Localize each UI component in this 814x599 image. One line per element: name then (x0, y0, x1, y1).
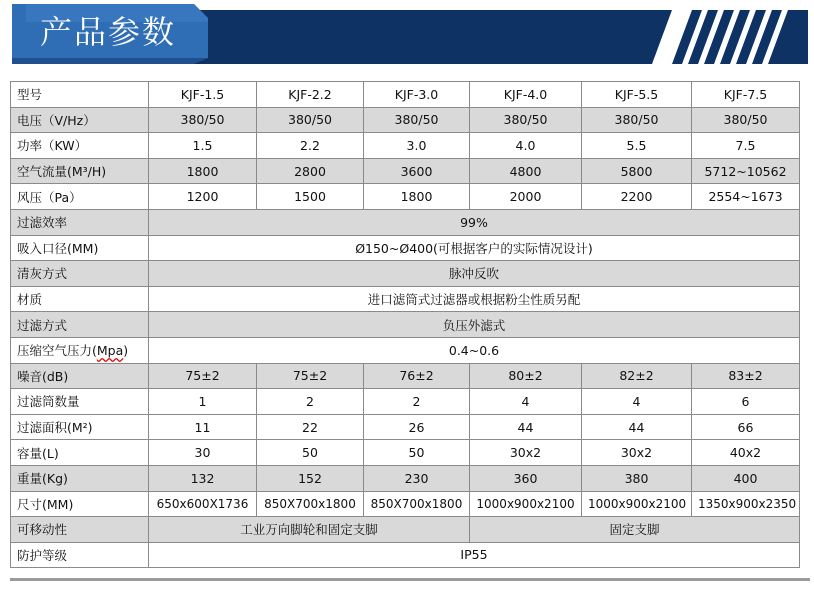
table-row (11, 465, 800, 491)
table-cell: 22 (257, 414, 364, 440)
table-row (11, 209, 800, 235)
table-cell: 80±2 (470, 363, 582, 389)
table-cell: 76±2 (364, 363, 470, 389)
table-row (11, 414, 800, 440)
table-cell: 1 (149, 389, 257, 415)
model-cell: KJF-5.5 (582, 82, 692, 108)
table-cell: 380 (582, 465, 692, 491)
table-cell: 380/50 (257, 107, 364, 133)
table-cell: 5800 (582, 158, 692, 184)
table-cell: 11 (149, 414, 257, 440)
row-label: 电压（V/Hz） (11, 107, 149, 133)
table-cell: 75±2 (257, 363, 364, 389)
page-title: 产品参数 (40, 13, 177, 51)
table-cell: 1800 (149, 158, 257, 184)
table-cell: 固定支脚 (470, 517, 800, 543)
table-cell: 2000 (470, 184, 582, 210)
table-cell: 1200 (149, 184, 257, 210)
table-cell: 40x2 (692, 440, 800, 466)
spec-table (10, 81, 800, 568)
table-cell: 66 (692, 414, 800, 440)
table-cell: 30x2 (582, 440, 692, 466)
row-label: 材质 (11, 286, 149, 312)
table-cell: 50 (257, 440, 364, 466)
table-cell: 850X700x1800 (364, 491, 470, 517)
header-banner (12, 4, 808, 70)
table-row (11, 491, 800, 517)
row-label (11, 337, 149, 363)
row-label: 过滤面积(M²) (11, 414, 149, 440)
table-cell: 1000x900x2100 (582, 491, 692, 517)
table-cell: 负压外滤式 (149, 312, 800, 338)
table-cell: 132 (149, 465, 257, 491)
table-cell: 1500 (257, 184, 364, 210)
table-cell: 6 (692, 389, 800, 415)
table-row (11, 184, 800, 210)
table-cell: 2 (257, 389, 364, 415)
table-cell: 400 (692, 465, 800, 491)
table-row (11, 158, 800, 184)
model-cell: KJF-3.0 (364, 82, 470, 108)
table-cell: 44 (582, 414, 692, 440)
model-cell: KJF-7.5 (692, 82, 800, 108)
stripe-decoration (652, 10, 808, 64)
table-cell: 脉冲反吹 (149, 261, 800, 287)
table-cell: 99% (149, 209, 800, 235)
table-cell: 2554~1673 (692, 184, 800, 210)
row-label: 可移动性 (11, 517, 149, 543)
table-row (11, 542, 800, 568)
row-label: 吸入口径(MM) (11, 235, 149, 261)
table-cell: 2.2 (257, 133, 364, 159)
row-label: 过滤方式 (11, 312, 149, 338)
table-cell: 0.4~0.6 (149, 337, 800, 363)
table-cell: 工业万向脚轮和固定支脚 (149, 517, 470, 543)
table-cell: 2 (364, 389, 470, 415)
table-cell: 82±2 (582, 363, 692, 389)
table-row (11, 235, 800, 261)
row-label: 风压（Pa） (11, 184, 149, 210)
table-cell: 30 (149, 440, 257, 466)
table-row (11, 133, 800, 159)
table-row (11, 337, 800, 363)
row-label: 空气流量(M³/H) (11, 158, 149, 184)
table-cell: IP55 (149, 542, 800, 568)
table-row (11, 286, 800, 312)
table-cell: 380/50 (470, 107, 582, 133)
table-cell: Ø150~Ø400(可根据客户的实际情况设计) (149, 235, 800, 261)
table-cell: 75±2 (149, 363, 257, 389)
table-cell: 850X700x1800 (257, 491, 364, 517)
table-cell: 4 (470, 389, 582, 415)
table-cell: 4 (582, 389, 692, 415)
row-label-end: ) (123, 343, 129, 359)
row-label: 噪音(dB) (11, 363, 149, 389)
table-cell: 5.5 (582, 133, 692, 159)
table-cell: 380/50 (149, 107, 257, 133)
table-cell: 4800 (470, 158, 582, 184)
table-cell: 380/50 (692, 107, 800, 133)
row-label: 功率（KW） (11, 133, 149, 159)
row-label-text: 压缩空气压力( (17, 343, 97, 359)
table-row (11, 363, 800, 389)
table-cell: 3600 (364, 158, 470, 184)
table-cell: 44 (470, 414, 582, 440)
table-cell: 152 (257, 465, 364, 491)
table-row (11, 389, 800, 415)
table-cell: 2200 (582, 184, 692, 210)
row-label: 重量(Kg) (11, 465, 149, 491)
table-row (11, 82, 800, 108)
table-cell: 83±2 (692, 363, 800, 389)
row-label: 防护等级 (11, 542, 149, 568)
table-cell: 650x600X1736 (149, 491, 257, 517)
row-label: 容量(L) (11, 440, 149, 466)
table-row (11, 107, 800, 133)
bottom-divider (10, 578, 810, 581)
row-label: 清灰方式 (11, 261, 149, 287)
table-cell: 380/50 (582, 107, 692, 133)
model-cell: KJF-4.0 (470, 82, 582, 108)
table-row (11, 517, 800, 543)
table-cell: 380/50 (364, 107, 470, 133)
table-row (11, 261, 800, 287)
table-cell: 50 (364, 440, 470, 466)
table-cell: 5712~10562 (692, 158, 800, 184)
table-cell: 26 (364, 414, 470, 440)
table-cell: 进口滤筒式过滤器或根据粉尘性质另配 (149, 286, 800, 312)
row-label: 型号 (11, 82, 149, 108)
table-cell: 1800 (364, 184, 470, 210)
table-cell: 3.0 (364, 133, 470, 159)
row-label: 过滤效率 (11, 209, 149, 235)
table-row (11, 440, 800, 466)
table-cell: 4.0 (470, 133, 582, 159)
table-cell: 360 (470, 465, 582, 491)
table-cell: 1350x900x2350 (692, 491, 800, 517)
row-label: 过滤筒数量 (11, 389, 149, 415)
row-label: 尺寸(MM) (11, 491, 149, 517)
table-cell: 30x2 (470, 440, 582, 466)
table-cell: 1000x900x2100 (470, 491, 582, 517)
table-cell: 1.5 (149, 133, 257, 159)
table-cell: 7.5 (692, 133, 800, 159)
row-label-unit: Mpa (96, 343, 124, 359)
model-cell: KJF-1.5 (149, 82, 257, 108)
table-cell: 230 (364, 465, 470, 491)
table-cell: 2800 (257, 158, 364, 184)
table-row (11, 312, 800, 338)
model-cell: KJF-2.2 (257, 82, 364, 108)
